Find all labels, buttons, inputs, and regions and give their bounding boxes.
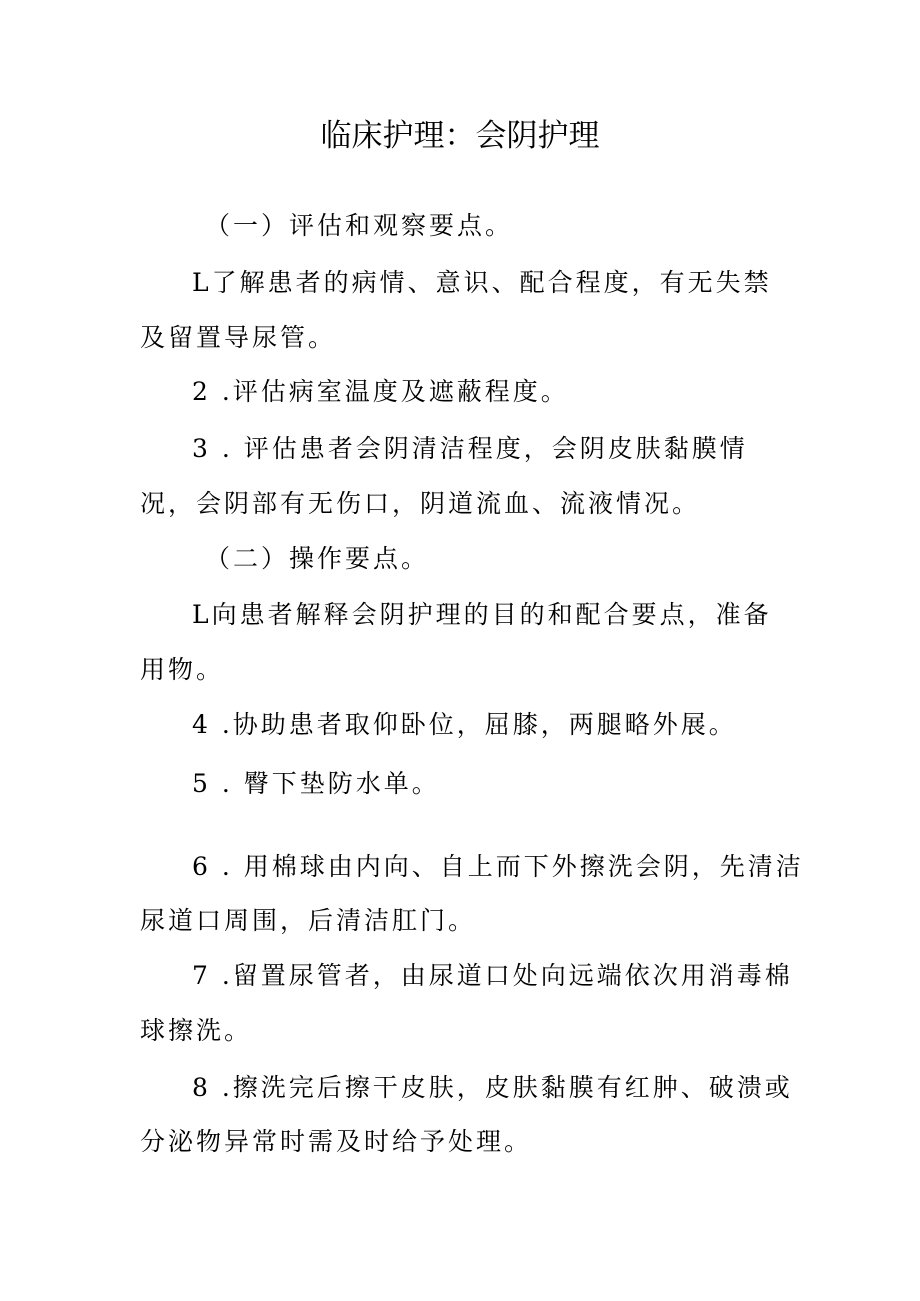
paragraph-line: 分泌物异常时需及时给予处理。	[140, 1127, 533, 1156]
paragraph-line: 3 . 评估患者会阴清洁程度，会阴皮肤黏膜情	[192, 434, 748, 463]
paragraph-line: 尿道口周围，后清洁肛门。	[140, 906, 477, 935]
paragraph-line: 5 . 臀下垫防水单。	[192, 769, 440, 798]
paragraph-line: 7 .留置尿管者，由尿道口处向远端依次用消毒棉	[192, 961, 793, 990]
paragraph-line: 及留置导尿管。	[140, 323, 337, 352]
paragraph-line: 6 . 用棉球由内向、自上而下外擦洗会阴，先清洁	[192, 852, 804, 881]
paragraph-line: L向患者解释会阴护理的目的和配合要点，准备	[192, 600, 772, 629]
paragraph-line: 2 .评估病室温度及遮蔽程度。	[192, 377, 569, 406]
page-title: 临床护理：会阴护理	[320, 118, 600, 154]
paragraph-line: 况，会阴部有无伤口，阴道流血、流液情况。	[140, 489, 701, 518]
paragraph-line: 用物。	[140, 655, 225, 684]
paragraph-line: 4 .协助患者取仰卧位，屈膝，两腿略外展。	[192, 710, 737, 739]
paragraph-line: L了解患者的病情、意识、配合程度，有无失禁	[192, 268, 772, 297]
section-heading-assessment: （一）评估和观察要点。	[205, 211, 514, 240]
paragraph-line: 球擦洗。	[140, 1016, 253, 1045]
section-heading-operation: （二）操作要点。	[205, 544, 430, 573]
paragraph-line: 8 .擦洗完后擦干皮肤，皮肤黏膜有红肿、破溃或	[192, 1073, 793, 1102]
